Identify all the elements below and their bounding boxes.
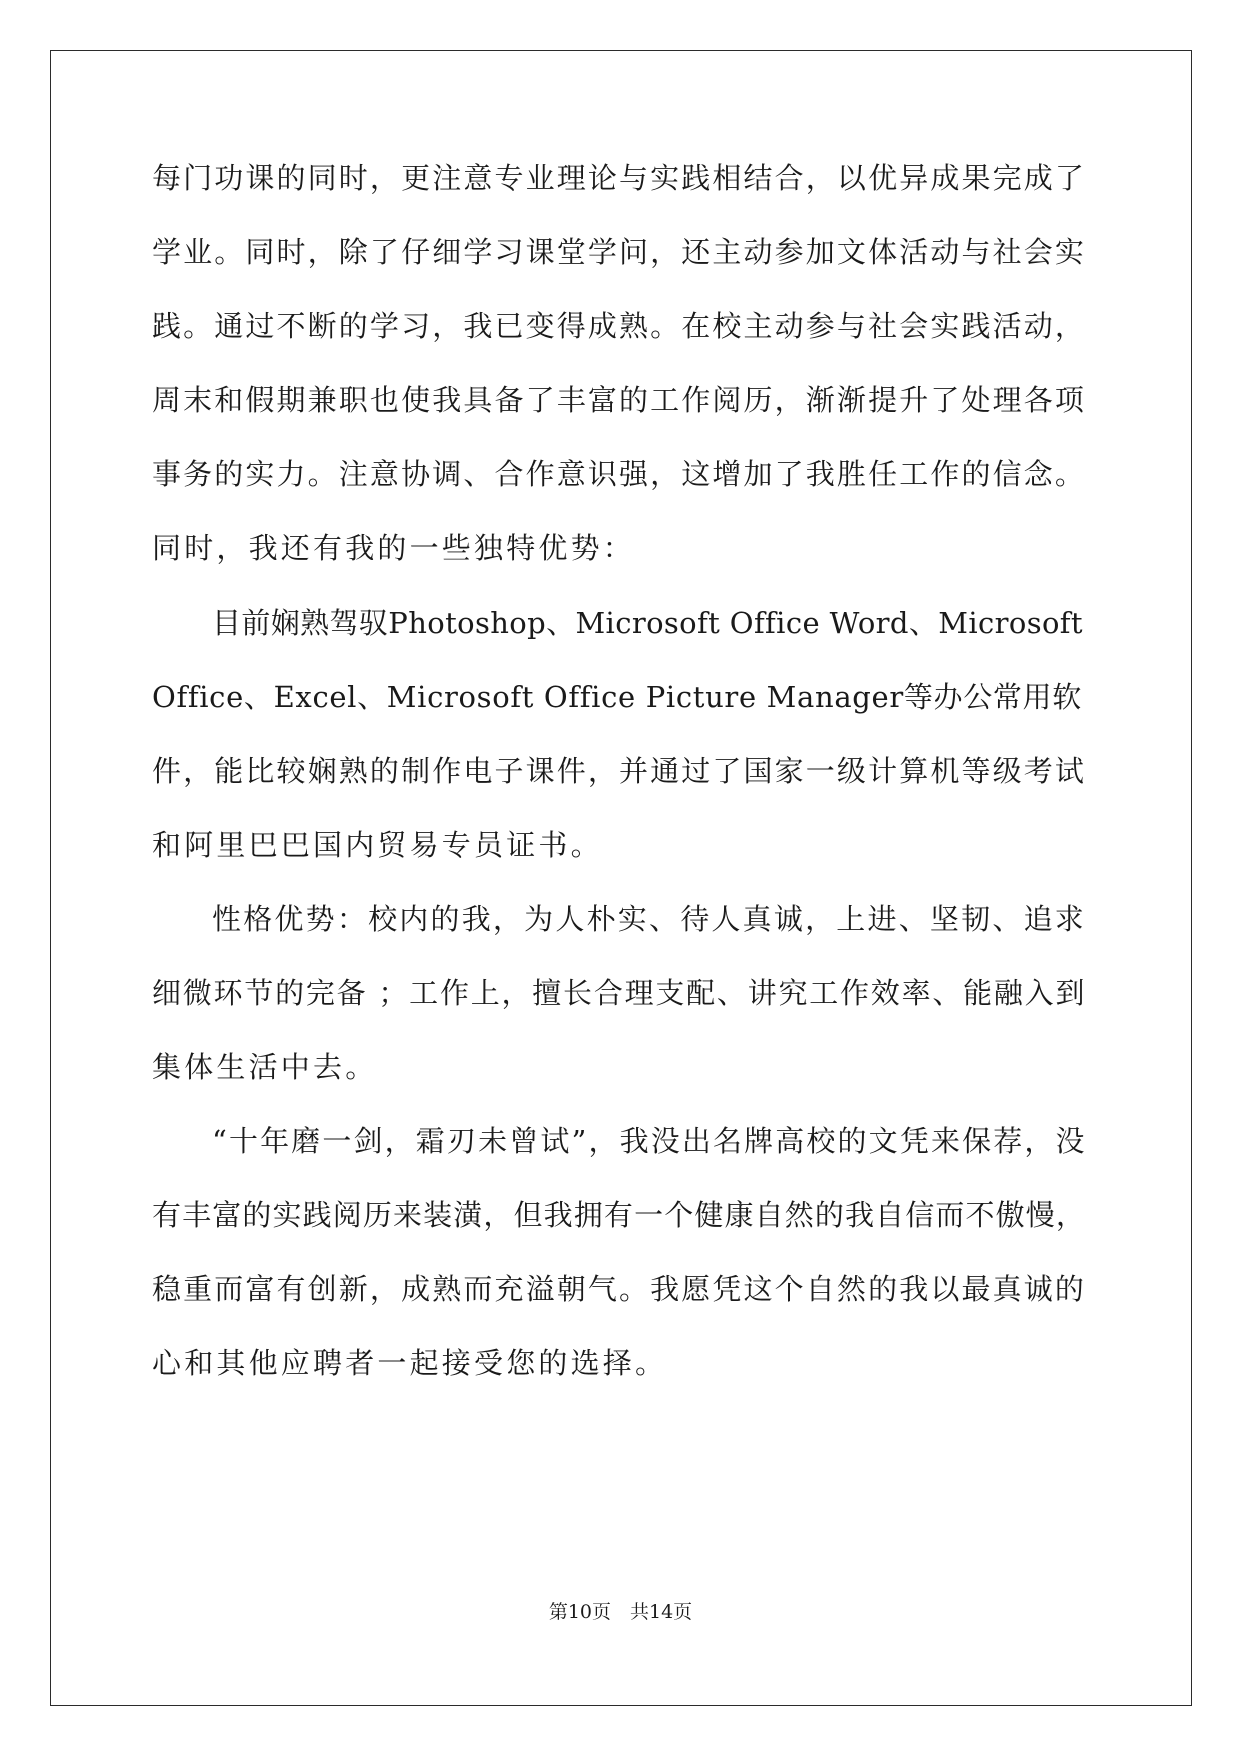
paragraph-first-line: 目前娴熟驾驭Photoshop、Microsoft Office Word、Microsoft [212,606,1083,640]
text-line: 同时，我还有我的一些独特优势： [152,531,636,565]
text-line: 细微环节的完备 ；工作上，擅长合理支配、讲究工作效率、能融入到 [152,976,1087,1010]
text-line: 事务的实力。注意协调、合作意识强，这增加了我胜任工作的信念。 [152,457,1087,491]
text-line: 每门功课的同时，更注意专业理论与实践相结合，以优异成果完成了 [152,161,1087,195]
text-line: 周末和假期兼职也使我具备了丰富的工作阅历，渐渐提升了处理各项 [152,383,1087,417]
text-line: 稳重而富有创新，成熟而充溢朝气。我愿凭这个自然的我以最真诚的 [152,1272,1087,1306]
text-line: 心和其他应聘者一起接受您的选择。 [152,1346,668,1380]
page-number-footer: 第10页 共14页 [548,1601,693,1623]
paragraph-first-line: 性格优势：校内的我，为人朴实、待人真诚，上进、坚韧、追求 [212,902,1087,936]
paragraph-first-line: “十年磨一剑，霜刃未曾试”，我没出名牌高校的文凭来保荐，没 [212,1124,1087,1158]
text-line: 集体生活中去。 [152,1050,378,1084]
text-line: 学业。同时，除了仔细学习课堂学问，还主动参加文体活动与社会实 [152,235,1087,269]
text-line: 件，能比较娴熟的制作电子课件，并通过了国家一级计算机等级考试 [152,754,1087,788]
text-line: 践。通过不断的学习，我已变得成熟。在校主动参与社会实践活动， [152,309,1087,343]
page-border [50,50,1192,1706]
text-line: Office、Excel、Microsoft Office Picture Manager等办公常用软 [152,680,1082,714]
text-line: 有丰富的实践阅历来装潢，但我拥有一个健康自然的我自信而不傲慢， [152,1198,1087,1232]
text-line: 和阿里巴巴国内贸易专员证书。 [152,828,603,862]
